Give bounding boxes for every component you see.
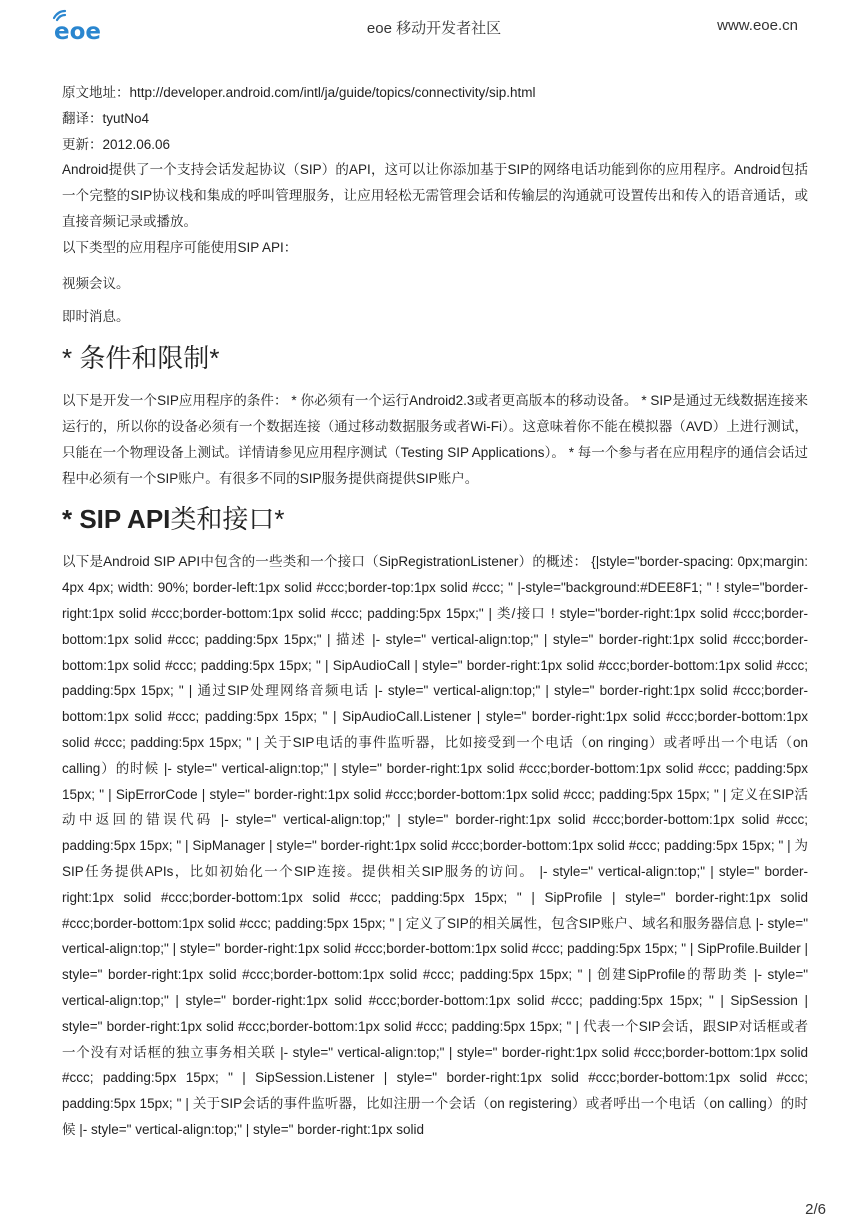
heading-rest-part: 类和接口* [170, 504, 285, 535]
section-heading-requirements: * 条件和限制* [62, 343, 220, 374]
translator: 翻译：tyutNo4 [62, 110, 150, 126]
svg-text:eoe: eoe [54, 19, 101, 42]
section-heading-classes [62, 501, 808, 537]
page-header [0, 0, 868, 60]
update-date: 更新：2012.06.06 [62, 136, 171, 152]
intro-paragraph: Android提供了一个支持会话发起协议（SIP）的API，这可以让你添加基于SIP的网络电话功能到你的应用程序。Android包括一个完整的SIP协议栈和集成的呼叫管理服务，让应用轻松无需管理会话和传输层的沟通就可设置传出和传入的语音通话，或直接音频记录或播放。 [62, 162, 808, 229]
site-url[interactable]: www.eoe.cn [717, 17, 798, 34]
list-item: 视频会议。 [62, 275, 130, 291]
intro-lead: 以下类型的应用程序可能使用SIP API： [62, 239, 298, 255]
document-body [62, 80, 808, 1143]
requirements-paragraph: 以下是开发一个SIP应用程序的条件： * 你必须有一个运行Android2.3或者更高版本的移动设备。 * SIP是通过无线数据连接来运行的，所以你的设备必须有一个数据连接（通过移动数据服务或者Wi-Fi）。这意味着你不能在模拟器（AVD）上进行测试，只能在一个物理设备上测试。详情请参见应用程序测试（Testing SIP Applications）。 * 每一个参与者在应用程序的通信会话过程中必须有一个SIP账户。有很多不同的SIP服务提供商提供SIP账户。 [62, 393, 808, 486]
page-number: 2/6 [805, 1201, 826, 1218]
list-item: 即时消息。 [62, 309, 130, 325]
heading-bold-part: * SIP API [62, 504, 171, 535]
site-title: eoe 移动开发者社区 [366, 20, 502, 37]
source-url: 原文地址：http://developer.android.com/intl/ja/guide/topics/connectivity/sip.html [62, 85, 536, 100]
classes-paragraph: 以下是Android SIP API中包含的一些类和一个接口（SipRegistrationListener）的概述： {|style="border-spacing: 0px;margin: 4px 4px; width: 90%; border-left:1px solid #ccc;border-top:1px solid #ccc; " |-style="background:#DEE8F1; " ! style="border-right:1px solid #ccc;border-bottom:1px solid #ccc; padding:5px 15px;" | 类/接口 ! style="border-right:1px solid #ccc;border-bottom:1px solid #ccc; padding:5px 15px;" | 描述 |- style=" vertical-align:top;" | style=" border-right:1px solid #ccc;border-bottom:1px solid #ccc; padding:5px 15px; " | SipAudioCall | style=" border-right:1px solid #ccc;border-bottom:1px solid #ccc; padding:5px 15px; " | 通过SIP处理网络音频电话 |- style=" vertical-align:top;" | style=" border-right:1px solid #ccc;border-bottom:1px solid #ccc; padding:5px 15px; " | SipAudioCall.Listener | style=" border-right:1px solid #ccc;border-bottom:1px solid #ccc; padding:5px 15px; " | 关于SIP电话的事件监听器，比如接受到一个电话（on ringing）或者呼出一个电话（on calling）的时候 |- style=" vertical-align:top;" | style=" border-right:1px solid #ccc;border-bottom:1px solid #ccc; padding:5px 15px; " | SipErrorCode | style=" border-right:1px solid #ccc;border-bottom:1px solid #ccc; padding:5px 15px; " | 定义在SIP活动中返回的错误代码 |- style=" vertical-align:top;" | style=" border-right:1px solid #ccc;border-bottom:1px solid #ccc; padding:5px 15px; " | SipManager | style=" border-right:1px solid #ccc;border-bottom:1px solid #ccc; padding:5px 15px; " | 为SIP任务提供APIs，比如初始化一个SIP连接。提供相关SIP服务的访问。 |- style=" vertical-align:top;" | style=" border-right:1px solid #ccc;border-bottom:1px solid #ccc; padding:5px 15px; " | SipProfile | style=" border-right:1px solid #ccc;border-bottom:1px solid #ccc; padding:5px 15px; " | 定义了SIP的相关属性，包含SIP账户、域名和服务器信息 |- style=" vertical-align:top;" | style=" border-right:1px solid #ccc;border-bottom:1px solid #ccc; padding:5px 15px; " | SipProfile.Builder | style=" border-right:1px solid #ccc;border-bottom:1px solid #ccc; padding:5px 15px; " | 创建SipProfile的帮助类 |- style=" vertical-align:top;" | style=" border-right:1px solid #ccc;border-bottom:1px solid #ccc; padding:5px 15px; " | SipSession | style=" border-right:1px solid #ccc;border-bottom:1px solid #ccc; padding:5px 15px; " | 代表一个SIP会话，跟SIP对话框或者一个没有对话框的独立事务相关联 |- style=" vertical-align:top;" | style=" border-right:1px solid #ccc;border-bottom:1px solid #ccc; padding:5px 15px; " | SipSession.Listener | style=" border-right:1px solid #ccc;border-bottom:1px solid #ccc; padding:5px 15px; " | 关于SIP会话的事件监听器，比如注册一个会话（on registering）或者呼出一个电话（on calling）的时候 |- style=" vertical-align:top;" | style=" border-right:1px solid [62, 554, 808, 1137]
